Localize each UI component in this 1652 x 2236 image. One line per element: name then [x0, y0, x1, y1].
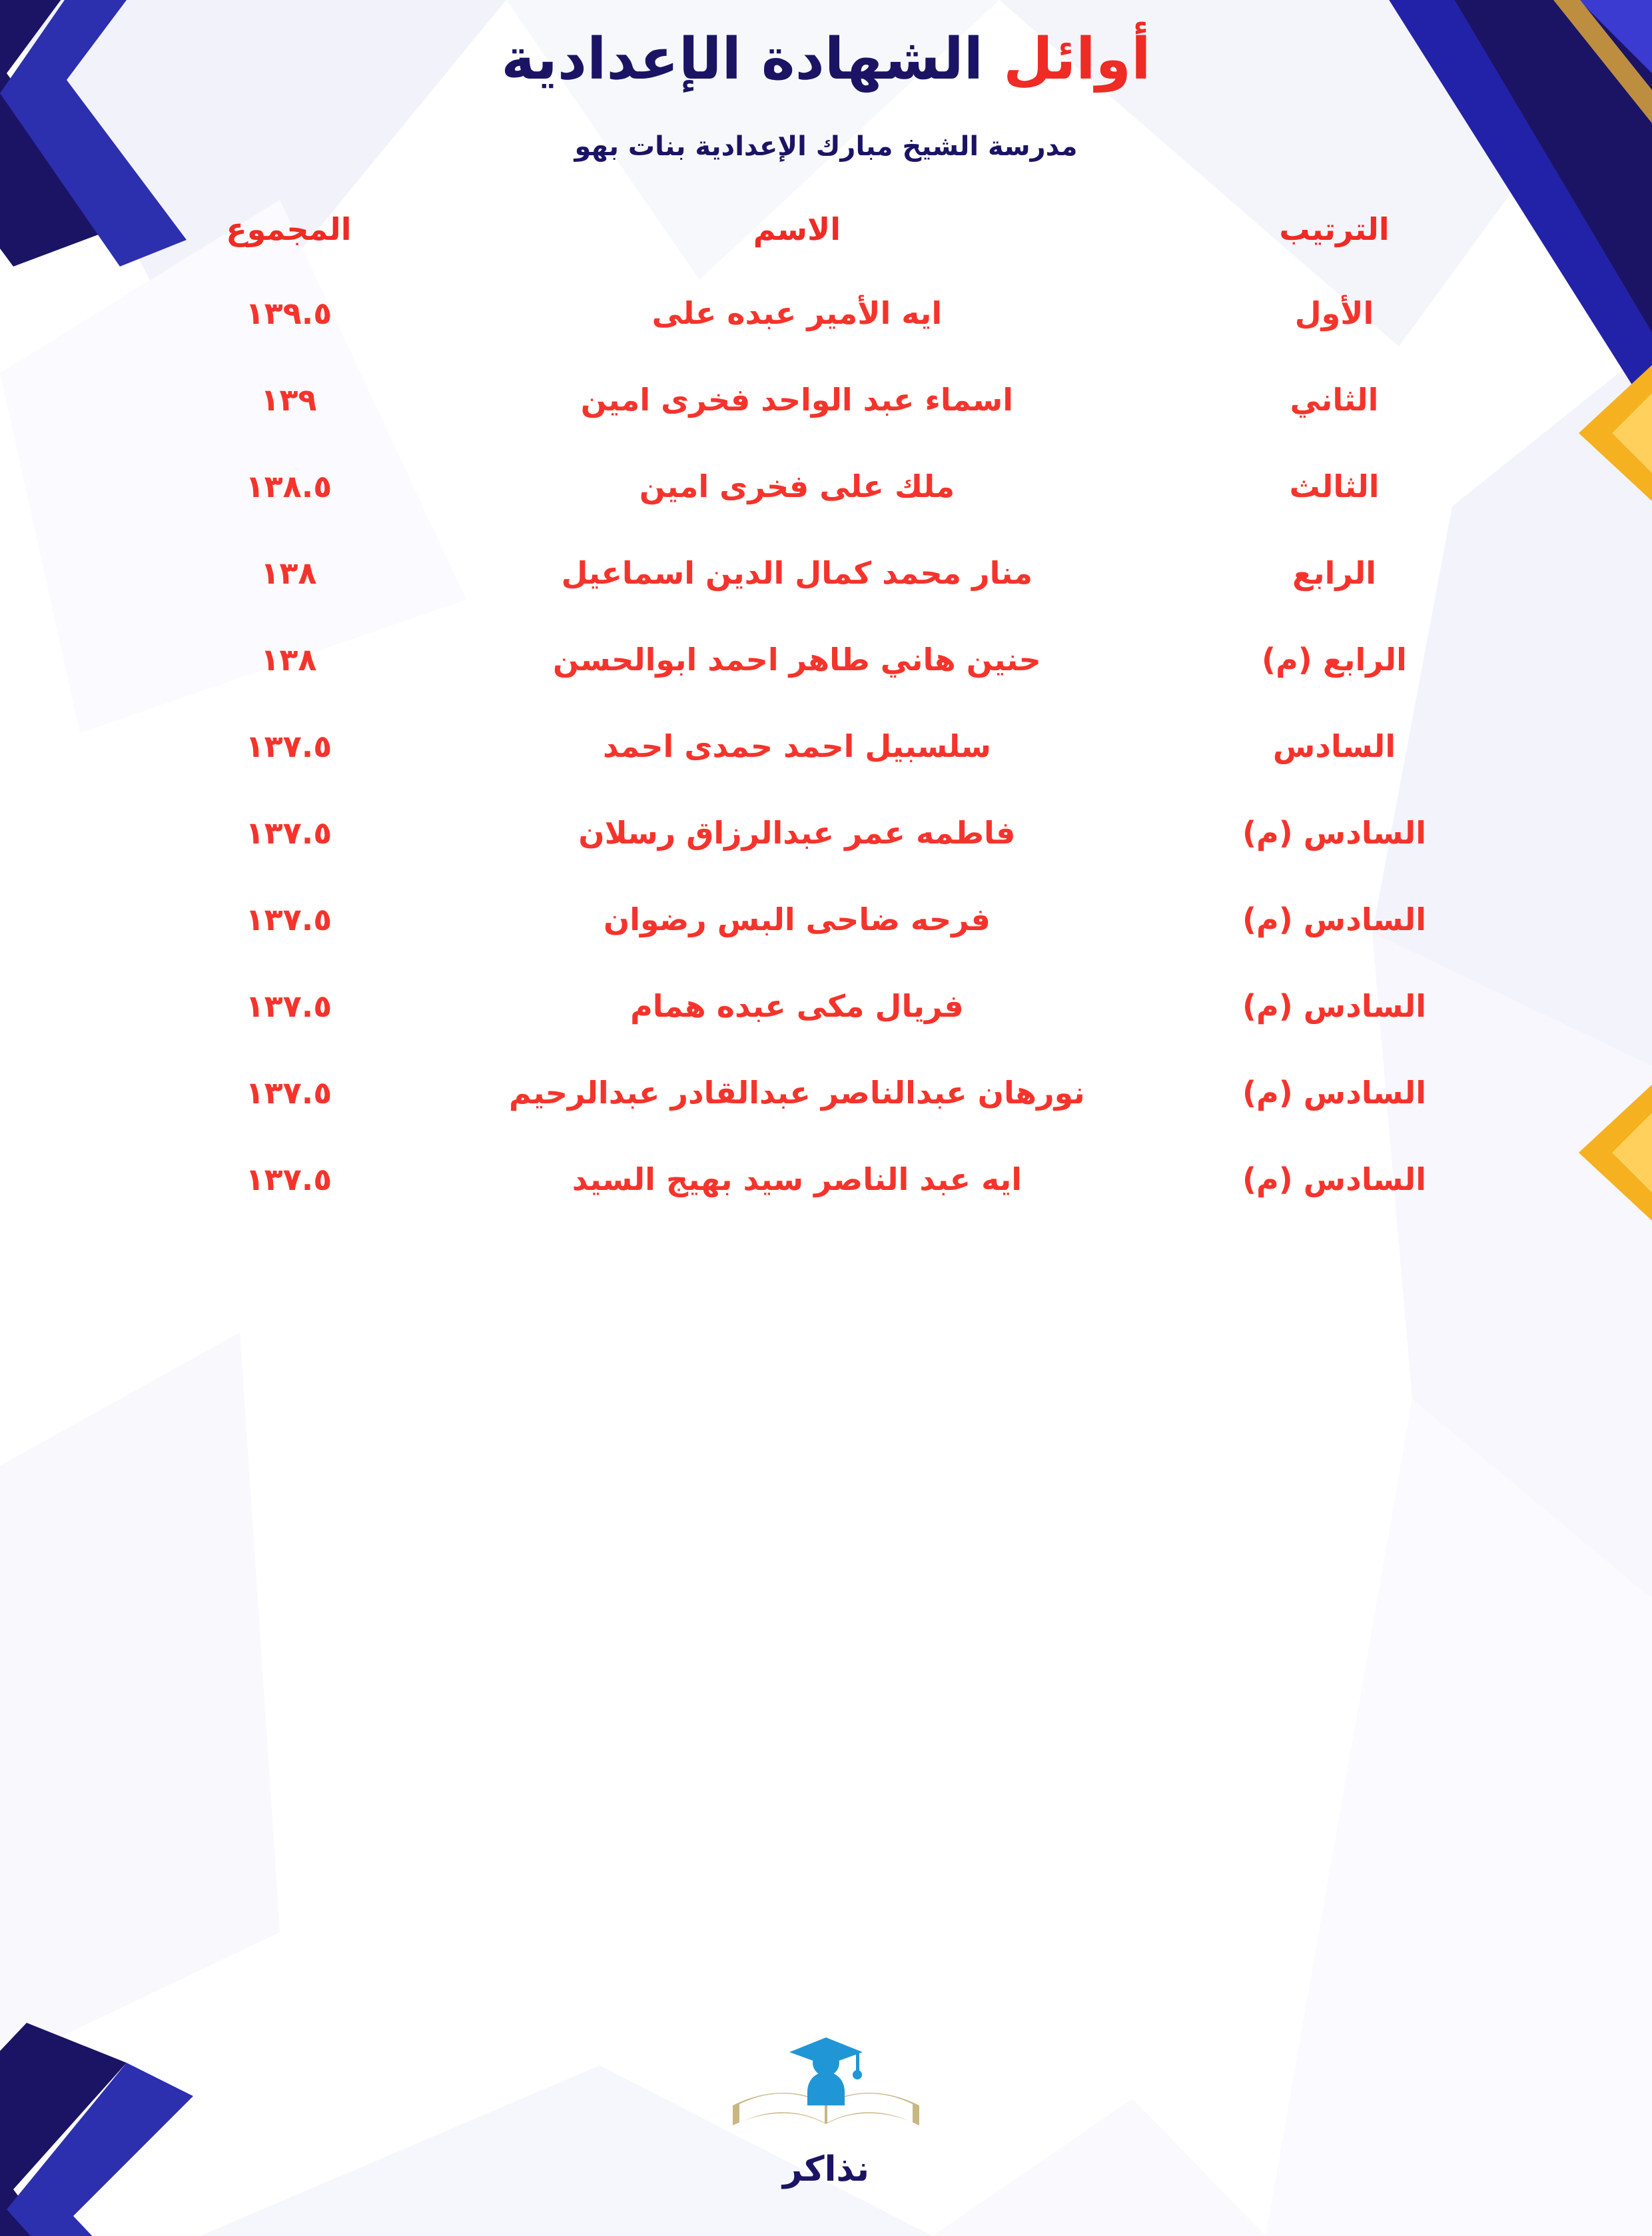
- cell-name: ايه الأمير عبده على: [651, 294, 943, 331]
- cell-rank: السادس: [1272, 728, 1396, 764]
- table-row: [100, 1049, 1552, 1136]
- table-row: [100, 443, 1552, 530]
- cell-name: فريال مكى عبده همام: [630, 987, 964, 1024]
- cell-rank: الثاني: [1290, 381, 1379, 418]
- cell-name: اسماء عبد الواحد فخرى امين: [580, 381, 1014, 418]
- cell-name: ايه عبد الناصر سيد بهيج السيد: [572, 1161, 1023, 1197]
- cell-total: ١٣٨: [260, 641, 317, 678]
- column-header-total: المجموع: [226, 211, 352, 247]
- table-row: [100, 530, 1552, 616]
- cell-total: ١٣٨.٥: [245, 468, 332, 504]
- page-title: [40, 27, 1612, 93]
- cell-rank: السادس (م): [1242, 987, 1426, 1024]
- table-row: [100, 270, 1552, 356]
- cell-total: ١٣٧.٥: [245, 728, 332, 764]
- brand-name: نذاكر: [783, 2149, 869, 2189]
- cell-name: حنين هاني طاهر احمد ابوالحسن: [552, 641, 1041, 678]
- cell-total: ١٣٨: [260, 554, 317, 591]
- graduation-book-icon: [719, 2025, 933, 2145]
- cell-total: ١٣٧.٥: [245, 1074, 332, 1111]
- honor-roll-table: [100, 197, 1552, 1223]
- table-row: [100, 963, 1552, 1049]
- table-row: [100, 703, 1552, 790]
- table-header-row: [100, 197, 1552, 270]
- table-row: [100, 616, 1552, 703]
- footer-branding: [0, 2025, 1652, 2189]
- cell-name: منار محمد كمال الدين اسماعيل: [561, 554, 1033, 591]
- cell-total: ١٣٩.٥: [245, 294, 332, 331]
- cell-rank: السادس (م): [1242, 901, 1426, 937]
- cell-name: فاطمه عمر عبدالرزاق رسلان: [578, 814, 1016, 851]
- cell-name: نورهان عبدالناصر عبدالقادر عبدالرحيم: [509, 1074, 1085, 1111]
- table-row: [100, 876, 1552, 963]
- cell-total: ١٣٧.٥: [245, 987, 332, 1024]
- cell-total: ١٣٧.٥: [245, 814, 332, 851]
- cell-rank: الرابع: [1292, 554, 1377, 591]
- cell-name: ملك على فخرى امين: [639, 468, 955, 504]
- cell-rank: الثالث: [1289, 468, 1380, 504]
- cell-rank: السادس (م): [1242, 814, 1426, 851]
- column-header-rank: الترتيب: [1279, 211, 1390, 247]
- title-main: الشهادة الإعدادية: [501, 26, 984, 93]
- table-row: [100, 356, 1552, 443]
- cell-name: سلسبيل احمد حمدى احمد: [602, 728, 991, 764]
- title-highlight: أوائل: [1003, 26, 1151, 93]
- cell-total: ١٣٩: [260, 381, 317, 418]
- cell-total: ١٣٧.٥: [245, 901, 332, 937]
- cell-total: ١٣٧.٥: [245, 1161, 332, 1197]
- table-row: [100, 790, 1552, 876]
- table-row: [100, 1136, 1552, 1223]
- cell-name: فرحه ضاحى البس رضوان: [603, 901, 991, 937]
- column-header-name: الاسم: [753, 211, 841, 247]
- cell-rank: الرابع (م): [1262, 641, 1407, 678]
- cell-rank: السادس (م): [1242, 1161, 1426, 1197]
- cell-rank: السادس (م): [1242, 1074, 1426, 1111]
- school-subtitle: مدرسة الشيخ مبارك الإعدادية بنات بهو: [574, 131, 1078, 162]
- cell-rank: الأول: [1294, 294, 1374, 331]
- poster-content: [0, 27, 1652, 1223]
